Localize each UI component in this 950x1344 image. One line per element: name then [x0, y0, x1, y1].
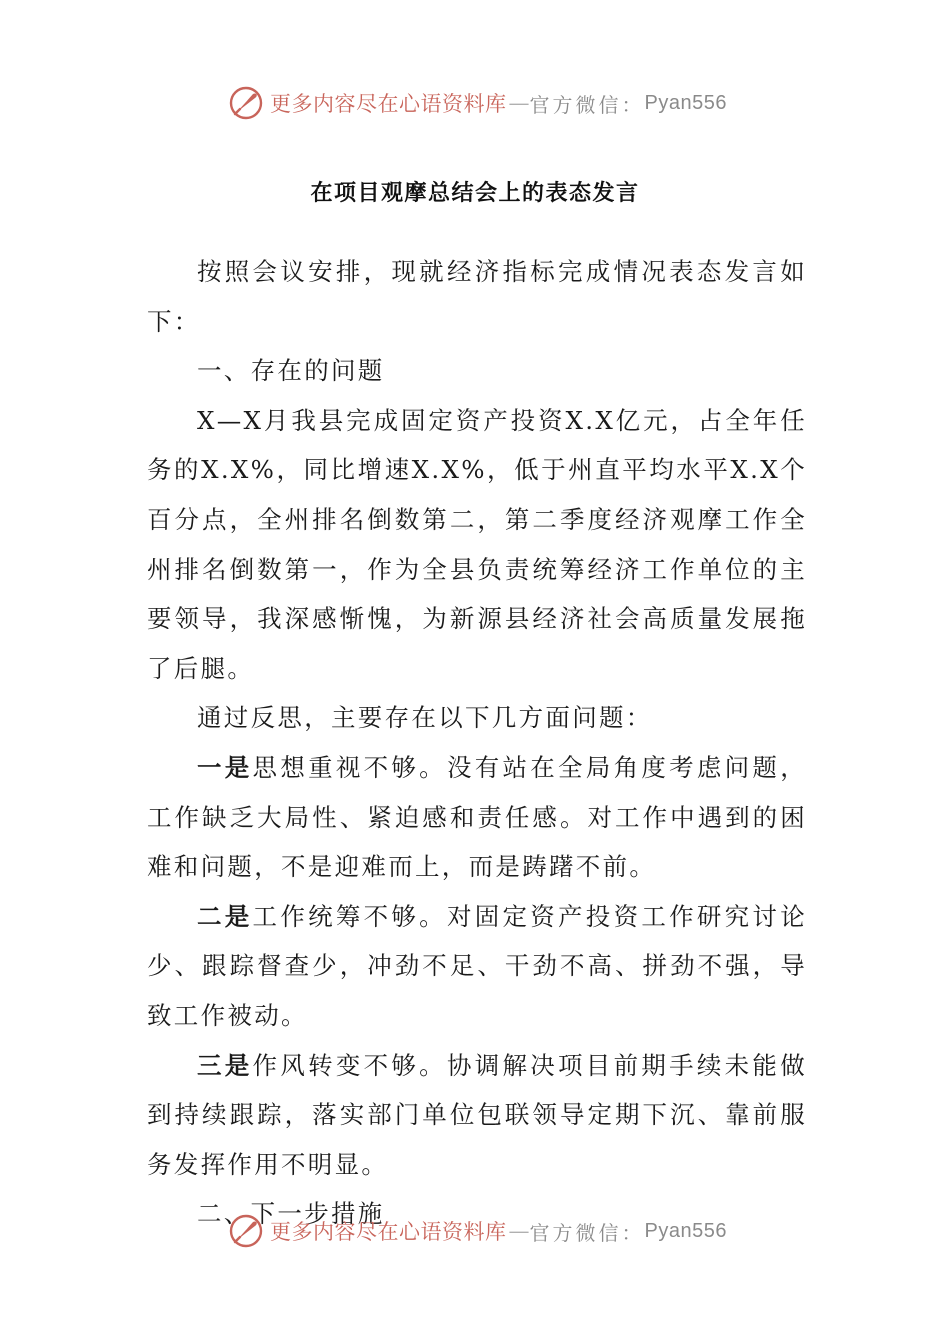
section-heading-problems: 一、存在的问题	[197, 356, 385, 386]
watermark-brand: 更多内容尽在心语资料库	[270, 1220, 507, 1244]
watermark-wechat-label: 官方微信：	[529, 1220, 645, 1245]
watermark-banner-bottom	[228, 1211, 727, 1251]
document-title: 在项目观摩总结会上的表态发言	[310, 181, 640, 206]
watermark-banner-top	[228, 83, 727, 123]
intro-paragraph: 按照会议安排，现就经济指标完成情况表态发言如下：	[147, 257, 807, 336]
issue-1-lead: 一是	[197, 752, 253, 782]
watermark-wechat-id: Pyan556	[644, 91, 727, 114]
paragraph-issue-3	[147, 1041, 807, 1190]
paragraph-investment-status: X—X月我县完成固定资产投资X.X亿元，占全年任务的X.X%，同比增速X.X%，低于州直平均水平X.X个百分点，全州排名倒数第二，第二季度经济观摩工作全州排名倒数第一，作为全县负责统筹经济工作单位的主要领导，我深感惭愧，为新源县经济社会高质量发展拖了后腿。	[147, 405, 807, 683]
quill-logo-icon	[228, 1213, 264, 1249]
quill-logo-icon	[228, 85, 264, 121]
document-body	[147, 247, 807, 1239]
issue-1-text: 思想重视不够。没有站在全局角度考虑问题，工作缺乏大局性、紧迫感和责任感。对工作中遇到的困难和问题，不是迎难而上，而是踌躇不前。	[147, 752, 807, 882]
section-heading-next-steps: 二、下一步措施	[197, 1199, 385, 1229]
issue-2-lead: 二是	[197, 901, 253, 931]
watermark-separator: —	[508, 91, 528, 115]
issue-2-text: 工作统筹不够。对固定资产投资工作研究讨论少、跟踪督查少，冲劲不足、干劲不高、拼劲不强，导致工作被动。	[147, 901, 807, 1030]
issue-3-lead: 三是	[197, 1050, 253, 1080]
paragraph-reflection: 通过反思，主要存在以下几方面问题：	[197, 703, 653, 733]
paragraph-issue-2	[147, 892, 807, 1041]
watermark-wechat-label: 官方微信：	[529, 92, 645, 117]
watermark-wechat-id: Pyan556	[644, 1219, 727, 1242]
watermark-separator: —	[508, 1219, 528, 1243]
paragraph-issue-1	[147, 743, 807, 892]
watermark-brand: 更多内容尽在心语资料库	[270, 92, 507, 116]
issue-3-text: 作风转变不够。协调解决项目前期手续未能做到持续跟踪，落实部门单位包联领导定期下沉、靠前服务发挥作用不明显。	[147, 1050, 807, 1179]
